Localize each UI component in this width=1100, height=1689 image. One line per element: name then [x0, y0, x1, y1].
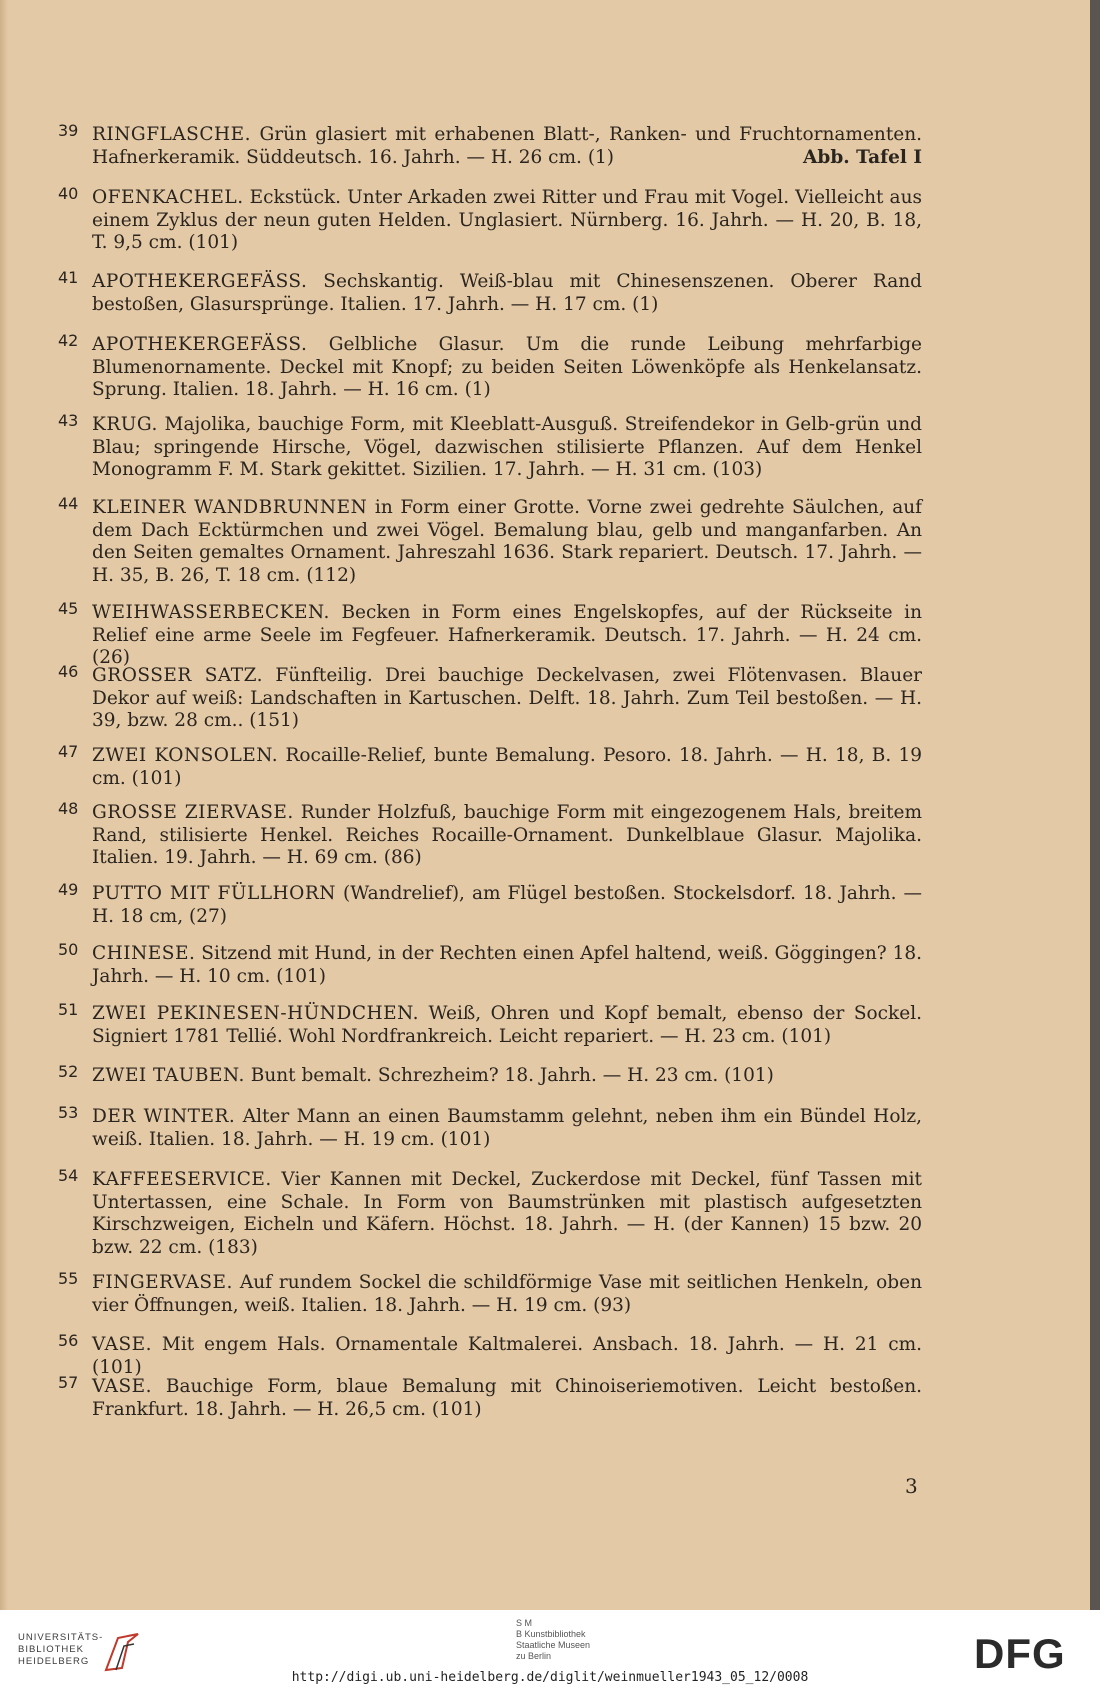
entry-description: Sechskantig. Weiß-blau mit Chinesenszenen. Oberer Rand bestoßen, Glasursprünge. Italien. 17. Jahrh. — H. 17 cm. (1)	[92, 271, 922, 315]
kunstbibliothek-logo[interactable]: S M B Kunstbibliothek Staatliche Museen zu Berlin	[516, 1618, 591, 1661]
entry-description: Bauchige Form, blaue Bemalung mit Chinoiseriemotiven. Leicht bestoßen. Frankfurt. 18. Jahrh. — H. 26,5 cm. (101)	[92, 1376, 922, 1420]
catalog-entry-48	[58, 799, 922, 870]
entry-title: FINGERVASE.	[92, 1272, 233, 1293]
plate-reference: Abb. Tafel I	[803, 146, 922, 168]
entry-title: OFENKACHEL.	[92, 187, 244, 208]
page-edge	[0, 0, 8, 1610]
entry-number: 39	[58, 121, 79, 140]
entry-title: PUTTO MIT FÜLLHORN	[92, 883, 336, 904]
catalog-entry-56	[58, 1331, 922, 1379]
catalog-entry-55	[58, 1269, 922, 1317]
catalog-entry-51	[58, 1000, 922, 1048]
viewer-footer	[0, 1610, 1100, 1689]
entry-description: Majolika, bauchige Form, mit Kleeblatt-Ausguß. Streifendekor in Gelb-grün und Blau; springende Hirsche, Vögel, dazwischen stilisierte Pflanzen. Auf dem Henkel Monogramm F. M. Stark gekittet. Sizilien. 17. Jahrh. — H. 31 cm. (103)	[92, 414, 922, 480]
catalog-entry-53	[58, 1103, 922, 1151]
catalog-entry-42	[58, 331, 922, 402]
entry-number: 41	[58, 268, 79, 287]
entry-title: WEIHWASSERBECKEN.	[92, 602, 330, 623]
entry-description: Weiß, Ohren und Kopf bemalt, ebenso der Sockel. Signiert 1781 Tellié. Wohl Nordfrankreich. Leicht repariert. — H. 23 cm. (101)	[92, 1003, 922, 1047]
catalog-entry-57	[58, 1373, 922, 1421]
entry-title: DER WINTER.	[92, 1106, 236, 1127]
catalog-entry-47	[58, 742, 923, 790]
catalog-entry-41	[58, 268, 922, 316]
entry-description: Bunt bemalt. Schrezheim? 18. Jahrh. — H. 23 cm. (101)	[250, 1065, 774, 1086]
catalog-entry-49	[58, 880, 922, 928]
entry-number: 46	[58, 662, 79, 681]
entry-number: 50	[58, 940, 79, 959]
entry-title: RINGFLASCHE.	[92, 124, 252, 145]
entry-number: 48	[58, 799, 79, 818]
catalog-entry-46	[58, 662, 922, 733]
entry-description: in Form einer Grotte. Vorne zwei gedrehte Säulchen, auf dem Dach Ecktürmchen und zwei Vögel. Bemalung blau, gelb und manganfarben. An den Seiten gemaltes Ornament. Jahreszahl 1636. Stark repariert. Deutsch. 17. Jahrh. — H. 35, B. 26, T. 18 cm. (112)	[92, 497, 922, 586]
university-name: UNIVERSITÄTS- BIBLIOTHEK HEIDELBERG	[18, 1632, 104, 1667]
dfg-logo[interactable]: DFG	[974, 1630, 1066, 1677]
page-number: 3	[905, 1474, 918, 1498]
entry-description: Vier Kannen mit Deckel, Zuckerdose mit Deckel, fünf Tassen mit Untertassen, eine Schale. In Form von Baumstrünken mit plastisch aufgesetzten Kirschzweigen, Eicheln und Käfern. Höchst. 18. Jahrh. — H. (der Kannen) 15 bzw. 20 bzw. 22 cm. (183)	[92, 1169, 922, 1258]
entry-title: ZWEI PEKINESEN-HÜNDCHEN.	[92, 1003, 420, 1024]
entry-number: 57	[58, 1373, 79, 1392]
entry-title: GROSSER SATZ.	[92, 665, 263, 686]
entry-title: VASE.	[92, 1334, 153, 1355]
entry-number: 53	[58, 1103, 79, 1122]
entry-number: 47	[58, 742, 79, 761]
catalog-entry-40	[58, 184, 922, 255]
catalog-entry-52	[58, 1062, 922, 1088]
entry-description: (Wandrelief), am Flügel bestoßen. Stockelsdorf. 18. Jahrh. — H. 18 cm, (27)	[92, 883, 922, 927]
entry-title: ZWEI KONSOLEN.	[92, 745, 279, 766]
entry-description: Mit engem Hals. Ornamentale Kaltmalerei. Ansbach. 18. Jahrh. — H. 21 cm. (101)	[92, 1334, 922, 1378]
entry-description: Gelbliche Glasur. Um die runde Leibung mehrfarbige Blumenornamente. Deckel mit Knopf; zu beiden Seiten Löwenköpfe als Henkelansatz. Sprung. Italien. 18. Jahrh. — H. 16 cm. (1)	[92, 334, 922, 400]
entry-description: Alter Mann an einen Baumstamm gelehnt, neben ihm ein Bündel Holz, weiß. Italien. 18. Jahrh. — H. 19 cm. (101)	[92, 1106, 922, 1150]
entry-number: 40	[58, 184, 79, 203]
entry-title: GROSSE ZIERVASE.	[92, 802, 294, 823]
entry-description: Eckstück. Unter Arkaden zwei Ritter und Frau mit Vogel. Vielleicht aus einem Zyklus der neun guten Helden. Unglasiert. Nürnberg. 16. Jahrh. — H. 20, B. 18, T. 9,5 cm. (101)	[92, 187, 922, 253]
entry-description: Sitzend mit Hund, in der Rechten einen Apfel haltend, weiß. Göggingen? 18. Jahrh. — H. 10 cm. (101)	[92, 943, 922, 987]
entry-number: 42	[58, 331, 79, 350]
entry-number: 52	[58, 1062, 79, 1081]
entry-number: 55	[58, 1269, 79, 1288]
catalog-entry-39	[58, 121, 922, 169]
catalog-entry-43	[58, 411, 922, 482]
catalog-entry-54	[58, 1166, 922, 1259]
entry-description: Grün glasiert mit erhabenen Blatt-, Ranken- und Fruchtornamenten. Hafnerkeramik. Süddeutsch. 16. Jahrh. — H. 26 cm. (1)	[92, 124, 922, 168]
catalog-entry-45	[58, 599, 922, 670]
entry-description: Fünfteilig. Drei bauchige Deckelvasen, zwei Flötenvasen. Blauer Dekor auf weiß: Landschaften in Kartuschen. Delft. 18. Jahrh. Zum Teil bestoßen. — H. 39, bzw. 28 cm.. (151)	[92, 665, 922, 731]
entry-number: 43	[58, 411, 79, 430]
catalog-entry-44	[58, 494, 922, 587]
entry-description: Auf rundem Sockel die schildförmige Vase mit seitlichen Henkeln, oben vier Öffnungen, weiß. Italien. 18. Jahrh. — H. 19 cm. (93)	[92, 1272, 922, 1316]
entry-title: APOTHEKERGEFÄSS.	[92, 334, 308, 355]
entry-title: KRUG.	[92, 414, 158, 435]
entry-title: CHINESE.	[92, 943, 196, 964]
entry-description: Runder Holzfuß, bauchige Form mit eingezogenem Hals, breitem Rand, stilisierte Henkel. Reiches Rocaille-Ornament. Dunkelblaue Glasur. Majolika. Italien. 19. Jahrh. — H. 69 cm. (86)	[92, 802, 922, 868]
entry-title: APOTHEKERGEFÄSS.	[92, 271, 308, 292]
entry-number: 56	[58, 1331, 79, 1350]
permalink-url[interactable]: http://digi.ub.uni-heidelberg.de/diglit/weinmueller1943_05_12/0008	[291, 1670, 809, 1685]
entry-title: KAFFEESERVICE.	[92, 1169, 272, 1190]
entry-title: KLEINER WANDBRUNNEN	[92, 497, 368, 518]
entry-description: Becken in Form eines Engelskopfes, auf der Rückseite in Relief eine arme Seele im Fegfeuer. Hafnerkeramik. Deutsch. 17. Jahrh. — H. 24 cm. (26)	[92, 602, 922, 668]
entry-number: 44	[58, 494, 79, 513]
entry-number: 45	[58, 599, 79, 618]
entry-description: Rocaille-Relief, bunte Bemalung. Pesoro. 18. Jahrh. — H. 18, B. 19 cm. (101)	[92, 745, 923, 789]
entry-title: ZWEI TAUBEN.	[92, 1065, 245, 1086]
entry-number: 51	[58, 1000, 79, 1019]
entry-number: 49	[58, 880, 79, 899]
entry-title: VASE.	[92, 1376, 153, 1397]
entry-number: 54	[58, 1166, 79, 1185]
catalog-entry-50	[58, 940, 922, 988]
